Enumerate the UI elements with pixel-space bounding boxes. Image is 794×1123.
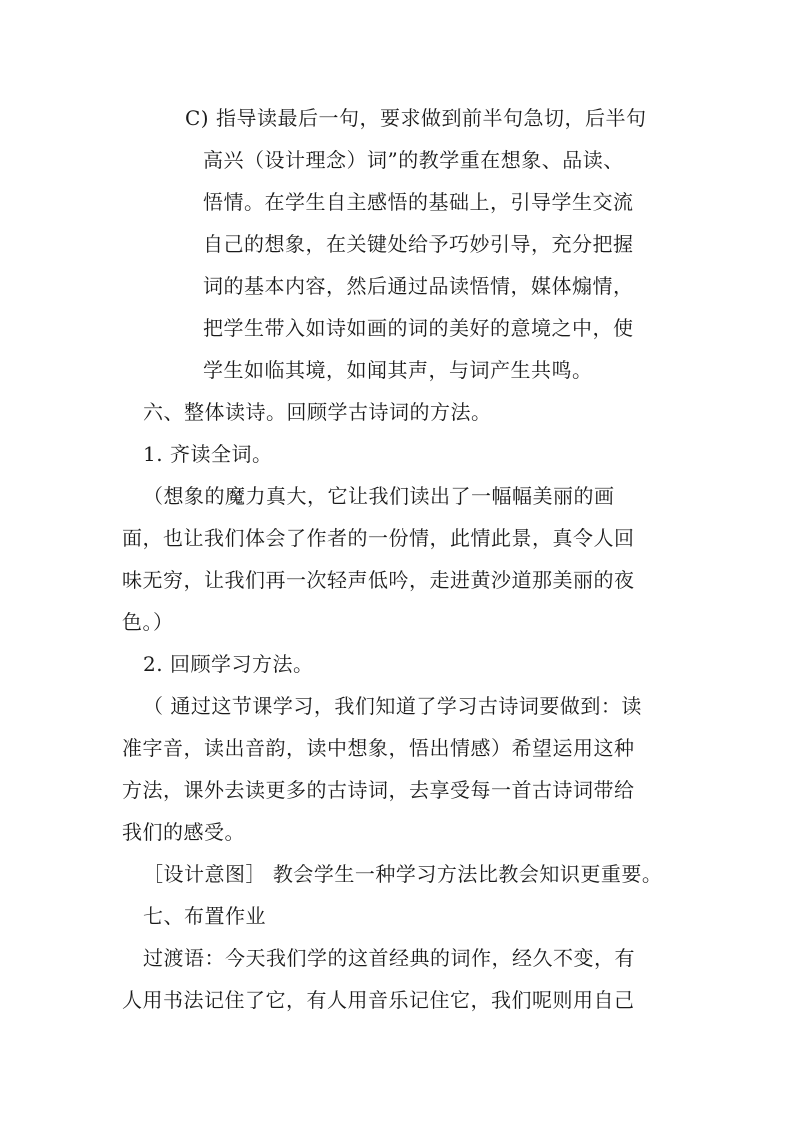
paragraph-2-line-2: 准字音，读出音韵，读中想象，悟出情感）希望运用这种	[122, 736, 635, 760]
paragraph-1-line-1: （想象的魔力真大，它让我们读出了一幅幅美丽的画	[143, 484, 615, 508]
paragraph-1-line-3: 味无穷，让我们再一次轻声低吟，走进黄沙道那美丽的夜	[122, 568, 635, 592]
section-c-line-7: 学生如临其境，如闻其声，与词产生共鸣。	[203, 358, 593, 382]
paragraph-2-line-4: 我们的感受。	[122, 820, 245, 844]
section-c-line-4: 自己的想象，在关键处给予巧妙引导，充分把握	[203, 232, 634, 256]
section-c-line-2: 高兴（设计理念）词”的教学重在想象、品读、	[203, 148, 624, 172]
section-six-item-2: 2. 回顾学习方法。	[143, 652, 314, 676]
section-six-item-1: 1. 齐读全词。	[143, 442, 273, 466]
paragraph-1-line-4: 色。）	[122, 610, 174, 634]
section-c-line-1: C) 指导读最后一句，要求做到前半句急切，后半句	[185, 106, 647, 130]
section-six-heading: 六、整体读诗。回顾学古诗词的方法。	[143, 400, 492, 424]
section-c-line-6: 把学生带入如诗如画的词的美好的意境之中，使	[203, 316, 634, 340]
section-seven-heading: 七、布置作业	[143, 904, 266, 928]
section-c-line-3: 悟情。在学生自主感悟的基础上，引导学生交流	[203, 190, 634, 214]
paragraph-2-line-1: （ 通过这节课学习，我们知道了学习古诗词要做到：读	[143, 694, 642, 718]
paragraph-1-line-2: 面，也让我们体会了作者的一份情，此情此景，真令人回	[122, 526, 635, 550]
section-seven-line-2: 人用书法记住了它，有人用音乐记住它，我们呢则用自己	[122, 988, 635, 1012]
design-intent: ［设计意图］ 教会学生一种学习方法比教会知识更重要。	[143, 862, 663, 886]
section-c-line-5: 词的基本内容，然后通过品读悟情，媒体煽情，	[203, 274, 634, 298]
paragraph-2-line-3: 方法，课外去读更多的古诗词，去享受每一首古诗词带给	[122, 778, 635, 802]
section-seven-line-1: 过渡语：今天我们学的这首经典的词作，经久不变，有	[143, 946, 635, 970]
